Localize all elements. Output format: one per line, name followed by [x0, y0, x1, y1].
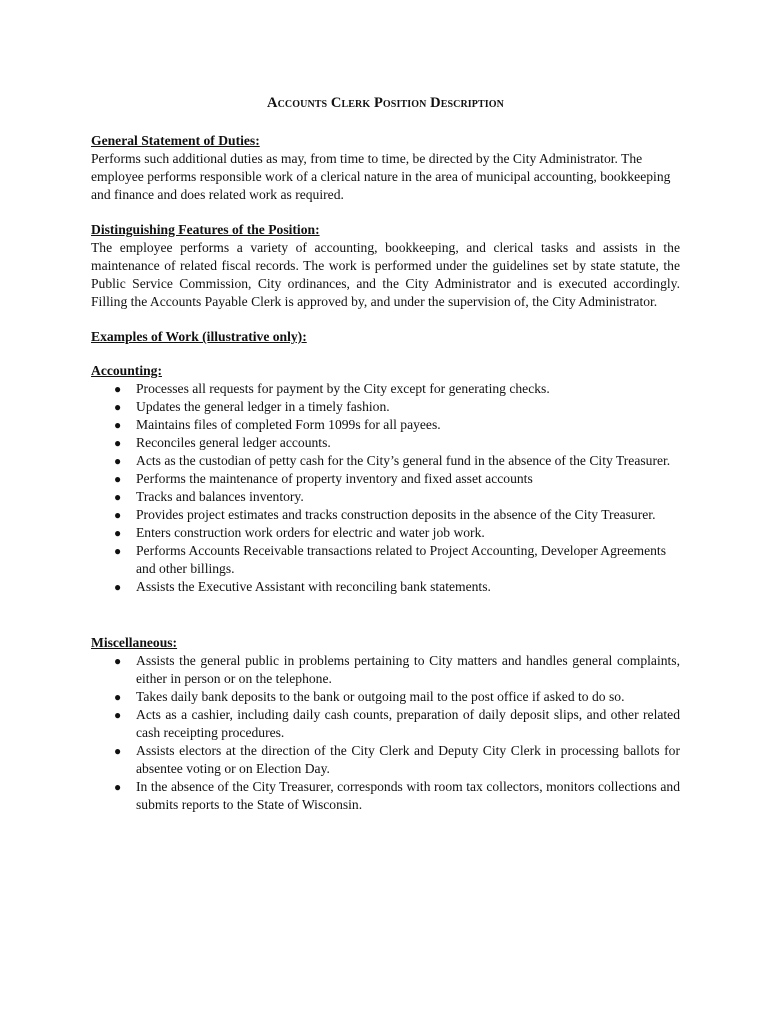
miscellaneous-heading: Miscellaneous:	[91, 635, 178, 650]
bullet-icon: ●	[114, 508, 122, 522]
bullet-icon: ●	[114, 382, 122, 396]
list-item-text: Processes all requests for payment by the City except for generating checks.	[136, 381, 550, 396]
list-item-text: Assists the general public in problems pertaining to City matters and handles general complaints, either in person or on the telephone.	[136, 653, 680, 686]
list-item-text: Provides project estimates and tracks construction deposits in the absence of the City Treasurer.	[136, 507, 656, 522]
list-item-text: Performs Accounts Receivable transactions related to Project Accounting, Developer Agreements and other billings.	[136, 543, 666, 576]
bullet-icon: ●	[114, 654, 122, 668]
distinguishing-features-text: The employee performs a variety of accounting, bookkeeping, and clerical tasks and assists in the maintenance of related fiscal records. The work is performed under the guidelines set by state statute, the Public Service Commission, City ordinances, and the City Administrator and is executed accordingly. Filling the Accounts Payable Clerk is approved by, and under the supervision of, the City Administrator.	[91, 240, 680, 309]
list-item-text: Acts as the custodian of petty cash for the City’s general fund in the absence of the City Treasurer.	[136, 453, 671, 468]
accounting-list	[91, 380, 680, 596]
general-statement-text: Performs such additional duties as may, from time to time, be directed by the City Administrator. The employee performs responsible work of a clerical nature in the area of municipal accounting, bookkeeping and finance and does related work as required.	[91, 151, 671, 202]
list-item	[91, 778, 680, 814]
distinguishing-features-section	[91, 221, 680, 311]
list-item	[91, 416, 680, 434]
list-item	[91, 652, 680, 688]
list-item-text: Maintains files of completed Form 1099s for all payees.	[136, 417, 441, 432]
list-item	[91, 578, 680, 596]
distinguishing-features-heading: Distinguishing Features of the Position:	[91, 222, 320, 237]
document-title: Accounts Clerk Position Description	[267, 95, 504, 111]
bullet-icon: ●	[114, 780, 122, 794]
list-item-text: In the absence of the City Treasurer, corresponds with room tax collectors, monitors collections and submits reports to the State of Wisconsin.	[136, 779, 680, 812]
list-item	[91, 706, 680, 742]
list-item	[91, 398, 680, 416]
accounting-section	[91, 362, 680, 596]
document-page	[91, 94, 680, 814]
list-item-text: Updates the general ledger in a timely fashion.	[136, 399, 390, 414]
bullet-icon: ●	[114, 400, 122, 414]
bullet-icon: ●	[114, 490, 122, 504]
list-item	[91, 380, 680, 398]
spacer	[91, 596, 680, 634]
list-item-text: Tracks and balances inventory.	[136, 489, 304, 504]
accounting-heading: Accounting:	[91, 363, 162, 378]
bullet-icon: ●	[114, 708, 122, 722]
list-item	[91, 688, 680, 706]
bullet-icon: ●	[114, 472, 122, 486]
list-item-text: Performs the maintenance of property inventory and fixed asset accounts	[136, 471, 533, 486]
list-item-text: Acts as a cashier, including daily cash counts, preparation of daily deposit slips, and other related cash receipting procedures.	[136, 707, 680, 740]
bullet-icon: ●	[114, 690, 122, 704]
spacer	[91, 311, 680, 328]
list-item-text: Reconciles general ledger accounts.	[136, 435, 331, 450]
miscellaneous-section	[91, 634, 680, 814]
bullet-icon: ●	[114, 436, 122, 450]
list-item-text: Assists electors at the direction of the City Clerk and Deputy City Clerk in processing ballots for absentee voting or on Election Day.	[136, 743, 680, 776]
bullet-icon: ●	[114, 418, 122, 432]
list-item	[91, 742, 680, 778]
list-item	[91, 470, 680, 488]
list-item-text: Takes daily bank deposits to the bank or outgoing mail to the post office if asked to do so.	[136, 689, 625, 704]
bullet-icon: ●	[114, 744, 122, 758]
bullet-icon: ●	[114, 454, 122, 468]
examples-of-work-heading: Examples of Work (illustrative only):	[91, 329, 307, 344]
list-item	[91, 506, 680, 524]
list-item-text: Enters construction work orders for electric and water job work.	[136, 525, 485, 540]
spacer	[91, 204, 680, 221]
miscellaneous-list	[91, 652, 680, 814]
list-item	[91, 488, 680, 506]
list-item-text: Assists the Executive Assistant with reconciling bank statements.	[136, 579, 491, 594]
list-item	[91, 542, 680, 578]
general-statement-heading: General Statement of Duties:	[91, 133, 260, 148]
bullet-icon: ●	[114, 580, 122, 594]
list-item	[91, 434, 680, 452]
general-statement-section	[91, 132, 680, 204]
bullet-icon: ●	[114, 526, 122, 540]
spacer	[91, 346, 680, 362]
bullet-icon: ●	[114, 544, 122, 558]
list-item	[91, 452, 680, 470]
list-item	[91, 524, 680, 542]
